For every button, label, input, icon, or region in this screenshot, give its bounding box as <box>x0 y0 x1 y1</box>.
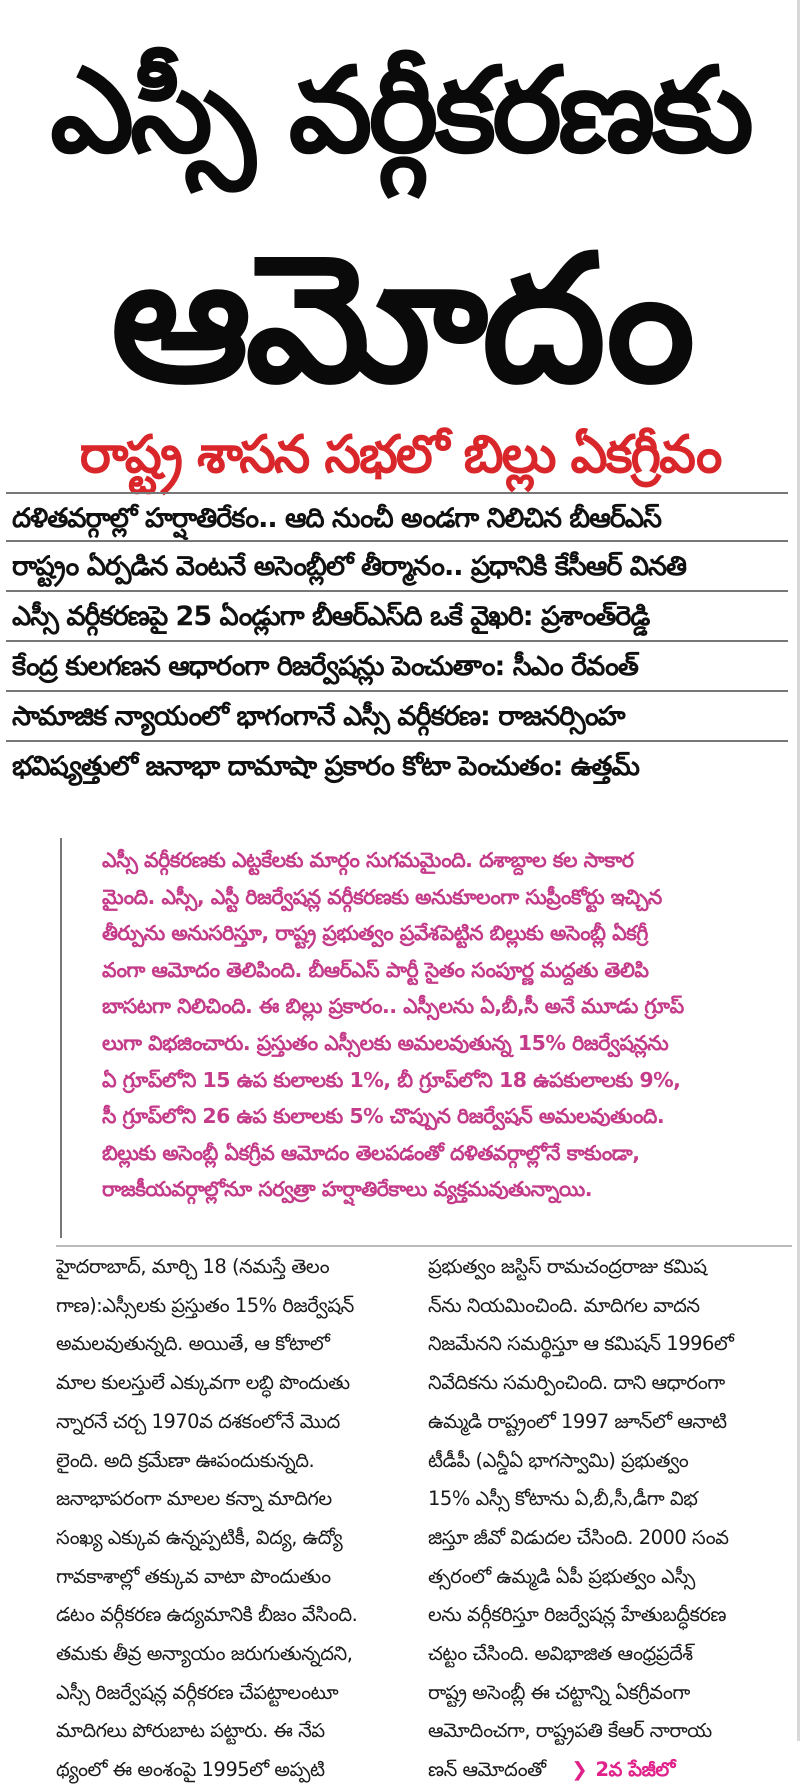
intro-line: వంగా ఆమోదం తెలిపింది. బీఆర్ఎస్ పార్టీ సైతం సంపూర్ణ మద్దతు తెలిపి <box>102 957 649 982</box>
headline-line-2: ఆమోదం <box>110 217 690 422</box>
body-line: అమలవుతున్నది. అయితే, ఆ కోటాలో <box>56 1332 330 1356</box>
body-line: నిజమేనని సమర్థిస్తూ ఆ కమిషన్ 1996లో <box>428 1332 734 1356</box>
body-line: డటం వర్గీకరణ ఉద్యమానికి బీజం వేసింది. <box>56 1603 358 1627</box>
body-line: మాల కులస్తులే ఎక్కువగా లబ్ధి పొందుతు <box>56 1371 350 1395</box>
intro-line: రాజకీయవర్గాల్లోనూ సర్వత్రా హర్షాతిరేకాలు వ్యక్తమవుతున్నాయి. <box>102 1177 593 1202</box>
intro-line: ఏ గ్రూప్‌లోని 15 ఉప కులాలకు 1%, బీ గ్రూప్‌లోని 18 ఉపకులాలకు 9%, <box>102 1067 681 1092</box>
body-line: గావకాశాల్లో తక్కువ వాటా పొందుతుం <box>56 1564 331 1588</box>
body-line: ఉమ్మడి రాష్ట్రంలో 1997 జూన్‌లో ఆనాటి <box>428 1409 727 1433</box>
body-line: లైంది. అది క్రమేణా ఊపందుకున్నది. <box>56 1448 315 1472</box>
body-column-right <box>428 1248 780 1790</box>
continued-on-page-link[interactable] <box>571 1751 675 1790</box>
body-line-text: ణన్ ఆమోదంతో <box>428 1758 546 1782</box>
body-line-last <box>428 1751 780 1790</box>
body-line: నివేదికను సమర్పించింది. దాని ఆధారంగా <box>428 1371 725 1395</box>
intro-summary <box>60 838 790 1238</box>
intro-line: ఎస్సీ వర్గీకరణకు ఎట్టకేలకు మార్గం సుగమమైంది. దశాబ్దాల కల సాకార <box>102 848 634 872</box>
body-line: న్నారనే చర్చ 1970వ దశకంలోనే మొద <box>56 1409 340 1433</box>
intro-line: సీ గ్రూప్‌లోని 26 ఉప కులాలకు 5% చొప్పున రిజర్వేషన్ అమలవుతుంది. <box>102 1104 665 1129</box>
body-line: ఎస్సీ రిజర్వేషన్ల వర్గీకరణ చేపట్టాలంటూ <box>56 1680 339 1704</box>
highlight-2: రాష్ట్రం ఏర్పడిన వెంటనే అసెంబ్లీలో తీర్మానం.. ప్రధానికి కేసీఆర్ వినతి <box>6 542 788 592</box>
chevron-right-icon: ❯ <box>571 1758 588 1782</box>
highlight-1: దళితవర్గాల్లో హర్షాతిరేకం.. ఆది నుంచీ అండగా నిలిచిన బీఆర్ఎస్ <box>6 492 788 542</box>
intro-line: బాసటగా నిలిచింది. ఈ బిల్లు ప్రకారం.. ఎస్సీలను ఏ,బీ,సీ అనే మూడు గ్రూప్ <box>102 994 684 1019</box>
body-line: టీడీపీ (ఎన్డీఏ భాగస్వామి) ప్రభుత్వం <box>428 1448 689 1472</box>
body-line: ఆమోదించగా, రాష్ట్రపతి కేఆర్ నారాయ <box>428 1719 712 1743</box>
subheadline: రాష్ట్ర శాసన సభలో బిల్లు ఏకగ్రీవం <box>79 425 721 485</box>
body-line: జనాభాపరంగా మాలల కన్నా మాదిగల <box>56 1487 332 1511</box>
body-line: ప్రభుత్వం జస్టిస్ రామచంద్రరాజు కమిష <box>428 1255 707 1278</box>
body-line: త్సరంలో ఉమ్మడి ఏపీ ప్రభుత్వం ఎస్సీ <box>428 1564 695 1588</box>
body-line: హైదరాబాద్, మార్చి 18 (నమస్తే తెలం <box>56 1255 330 1278</box>
highlight-6: భవిష్యత్తులో జనాభా దామాషా ప్రకారం కోటా పెంచుతం: ఉత్తమ్ <box>12 751 639 782</box>
body-column-left <box>56 1248 408 1790</box>
continued-label: 2వ పేజీలో <box>595 1758 675 1782</box>
section-divider <box>56 1245 792 1247</box>
highlight-4: కేంద్ర కులగణన ఆధారంగా రిజర్వేషన్లు పెంచుతాం: సీఎం రేవంత్ <box>6 642 788 692</box>
headline-line-1: ఎస్సీ వర్గీకరణకు <box>50 41 750 179</box>
body-line: సంఖ్య ఎక్కువ ఉన్నప్పటికీ, విద్య, ఉద్యో <box>56 1525 343 1549</box>
body-line: 15% ఎస్సీ కోటాను ఏ,బీ,సీ,డీగా విభ <box>428 1487 698 1511</box>
highlight-3: ఎస్సీ వర్గీకరణపై 25 ఏండ్లుగా బీఆర్ఎస్‌ది ఒకే వైఖరి: ప్రశాంత్‌రెడ్డి <box>6 592 788 642</box>
intro-line: మైంది. ఎస్సీ, ఎస్టీ రిజర్వేషన్ల వర్గీకరణకు అనుకూలంగా సుప్రీంకోర్టు ఇచ్చిన <box>102 884 662 909</box>
body-line: గాణ):ఎస్సీలకు ప్రస్తుతం 15% రిజర్వేషన్ <box>56 1293 354 1317</box>
body-line: రాష్ట్ర అసెంబ్లీ ఈ చట్టాన్ని ఏకగ్రీవంగా <box>428 1680 690 1704</box>
intro-line: బిల్లుకు అసెంబ్లీ ఏకగ్రీవ ఆమోదం తెలపడంతో దళితవర్గాల్లోనే కాకుండా, <box>102 1140 640 1165</box>
body-line: మాదిగలు పోరుబాట పట్టారు. ఈ నేప <box>56 1719 325 1743</box>
body-line: న్‌ను నియమించింది. మాదిగల వాదన <box>428 1293 700 1317</box>
body-line: తమకు తీవ్ర అన్యాయం జరుగుతున్నదని, <box>56 1642 353 1666</box>
body-line: జిస్తూ జీవో విడుదల చేసింది. 2000 సంవ <box>428 1525 729 1549</box>
intro-line: తీర్పును అనుసరిస్తూ, రాష్ట్ర ప్రభుత్వం ప్రవేశపెట్టిన బిల్లుకు అసెంబ్లీ ఏకగ్రీ <box>102 921 648 946</box>
body-line: లను వర్గీకరిస్తూ రిజర్వేషన్ల హేతుబద్ధీకరణ <box>428 1603 726 1627</box>
body-line: థ్యంలో ఈ అంశంపై 1995లో అప్పటి <box>56 1758 325 1782</box>
body-line: చట్టం చేసింది. అవిభాజిత ఆంధ్రప్రదేశ్ <box>428 1642 693 1666</box>
intro-line: లుగా విభజించారు. ప్రస్తుతం ఎస్సీలకు అమలవుతున్న 15% రిజర్వేషన్లను <box>102 1030 669 1055</box>
highlight-5: సామాజిక న్యాయంలో భాగంగానే ఎస్సీ వర్గీకరణ: రాజనర్సింహ <box>6 692 788 742</box>
